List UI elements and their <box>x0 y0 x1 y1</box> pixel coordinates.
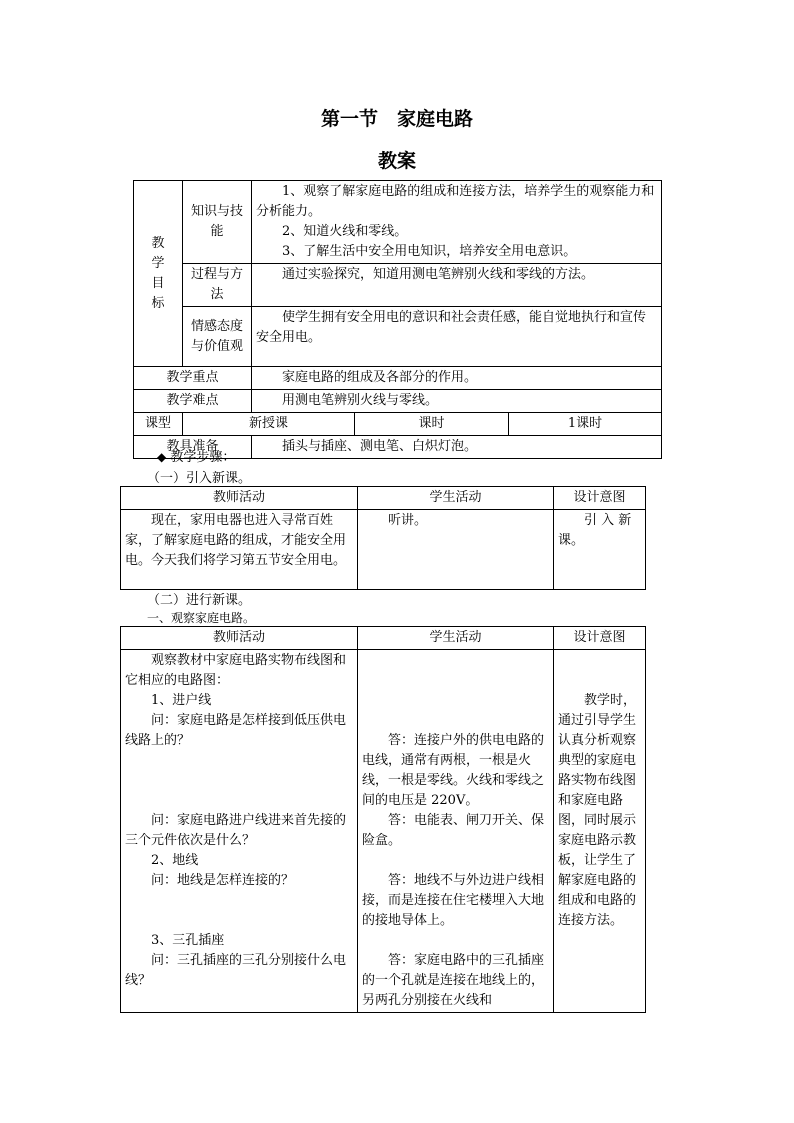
course-type-label: 课型 <box>134 413 183 436</box>
section1-heading: （一）引入新课。 <box>147 471 252 486</box>
key-point-content: 家庭电路的组成及各部分的作用。 <box>252 367 662 390</box>
lesson-student-cell: 答：连接户外的供电电路的电线，通常有两根，一根是火线，一根是零线。火线和零线之间的电压是 220V。 答：电能表、闸刀开关、保险盒。 答：地线不与外边进户线相接，而是连接在住宅楼埋入大地的接地导体上。 答：家庭电路中的三孔插座的一个孔就是连接在地线上的，另两孔分别接在火线和 <box>358 650 554 1013</box>
intro-student-cell: 听讲。 <box>358 510 554 590</box>
teacher-header-2: 教师活动 <box>121 627 358 650</box>
tools-content: 插头与插座、测电笔、白炽灯泡。 <box>252 436 662 459</box>
hours-value: 1课时 <box>509 413 662 436</box>
lesson-design-cell: 教学时，通过引导学生认真分析观察典型的家庭电路实物布线图和家庭电路图，同时展示家庭电路示教板，让学生了解家庭电路的组成和电路的连接方法。 <box>554 650 646 1013</box>
sub-heading: 一、观察家庭电路。 <box>147 611 256 625</box>
lesson-table <box>120 626 646 1013</box>
teacher-header: 教师活动 <box>121 487 358 510</box>
objectives-group-label: 教 学 目 标 <box>134 181 183 367</box>
student-header-2: 学生活动 <box>358 627 554 650</box>
sub-heading-wrap <box>147 609 255 626</box>
section2-heading: （二）进行新课。 <box>147 593 252 608</box>
lesson-teacher-cell: 观察教材中家庭电路实物布线图和它相应的电路图： 1、进户线 问：家庭电路是怎样接到低压供电线路上的？ 问：家庭电路进户线进来首先接的三个元件依次是什么？ 2、地线 问：地线是怎样连接的？ 3、三孔插座 问：三孔插座的三孔分别接什么电线？ <box>121 650 358 1013</box>
difficulty-label: 教学难点 <box>134 390 252 413</box>
steps-heading <box>157 446 235 465</box>
student-header: 学生活动 <box>358 487 554 510</box>
knowledge-skills-content: 1、观察了解家庭电路的组成和连接方法，培养学生的观察能力和分析能力。 2、知道火线和零线。 3、了解生活中安全用电知识，培养安全用电意识。 <box>252 181 662 264</box>
difficulty-content: 用测电笔辨别火线与零线。 <box>252 390 662 413</box>
course-type-value: 新授课 <box>183 413 355 436</box>
tools-label: 教具准备 <box>134 436 252 459</box>
emotion-values-label: 情感态度与价值观 <box>183 307 252 367</box>
page-subtitle: 教案 <box>377 150 416 172</box>
hours-label: 课时 <box>355 413 509 436</box>
process-method-content: 通过实验探究，知道用测电笔辨别火线和零线的方法。 <box>252 264 662 307</box>
emotion-values-content: 使学生拥有安全用电的意识和社会责任感，能自觉地执行和宣传安全用电。 <box>252 307 662 367</box>
intro-teacher-cell: 现在，家用电器也进入寻常百姓家，了解家庭电路的组成，才能安全用电。今天我们将学习第五节安全用电。 <box>121 510 358 590</box>
design-header: 设计意图 <box>554 487 646 510</box>
design-header-2: 设计意图 <box>554 627 646 650</box>
steps-heading-text: 教学步骤： <box>170 450 236 465</box>
diamond-bullet-icon: ◆ <box>157 450 167 464</box>
knowledge-skills-label: 知识与技能 <box>183 181 252 264</box>
key-point-label: 教学重点 <box>134 367 252 390</box>
objectives-table <box>133 180 662 459</box>
page-title: 第一节 家庭电路 <box>320 108 473 130</box>
process-method-label: 过程与方法 <box>183 264 252 307</box>
intro-table <box>120 486 646 590</box>
intro-design-cell: 引 入 新 课。 <box>554 510 646 590</box>
